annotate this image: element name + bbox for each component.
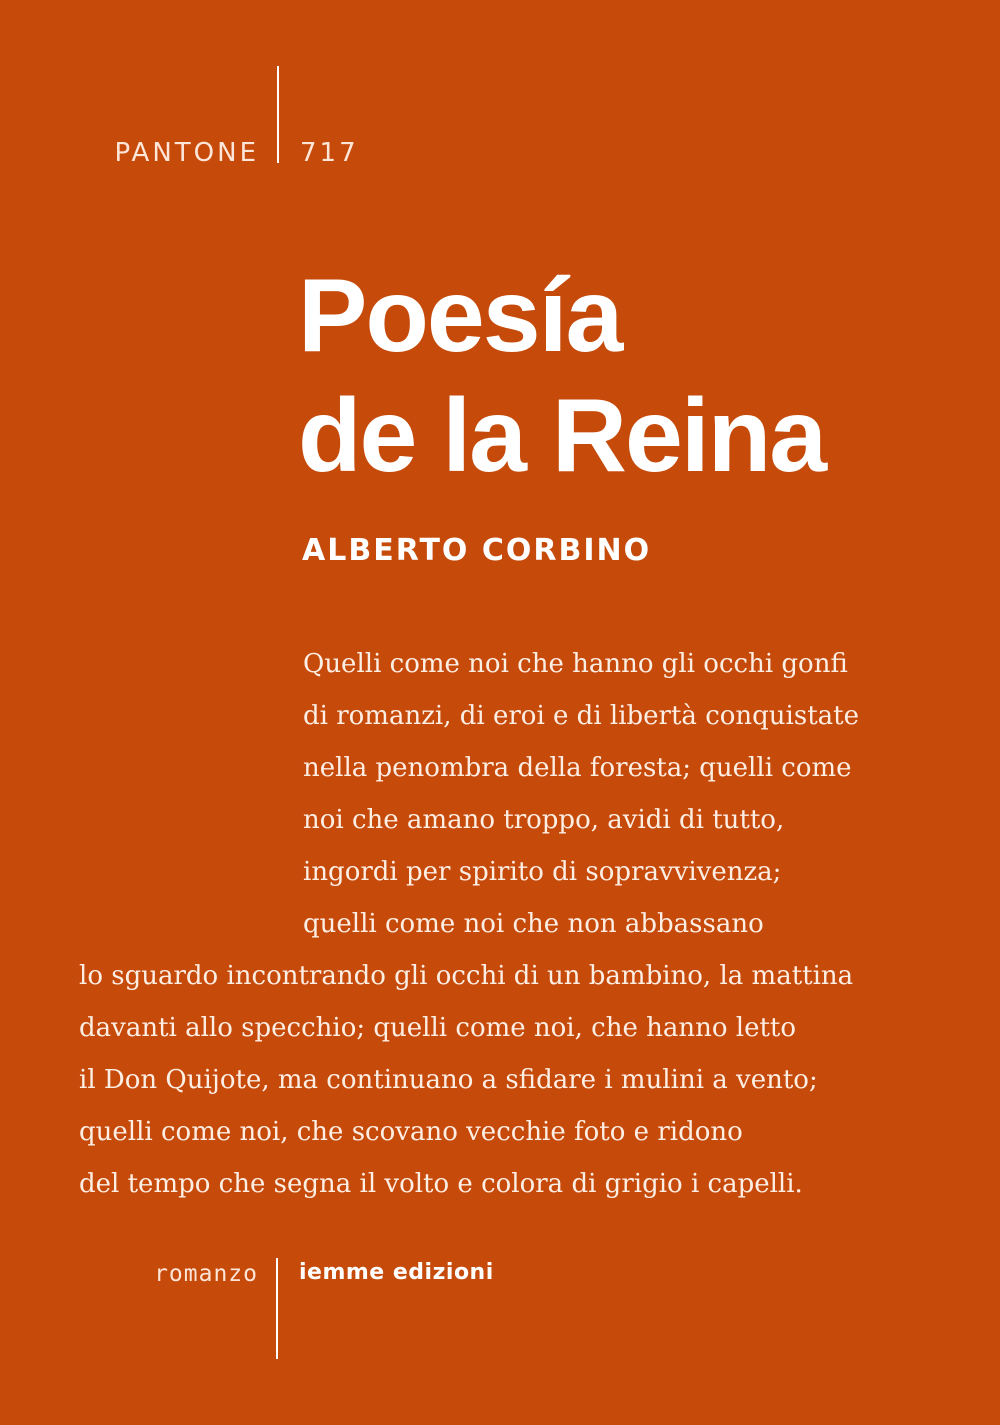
series-number: 717: [300, 138, 359, 168]
book-title-line-2: de la Reina: [298, 378, 826, 494]
blurb-line: il Don Quijote, ma continuano a sfidare i mulini a vento;: [79, 1065, 818, 1095]
blurb-line: di romanzi, di eroi e di libertà conquistate: [303, 701, 859, 731]
blurb-line: davanti allo specchio; quelli come noi, che hanno letto: [79, 1013, 797, 1043]
book-title-line-1: Poesía: [298, 258, 622, 374]
publisher-name: iemme edizioni: [299, 1260, 494, 1285]
blurb-line: quelli come noi, che scovano vecchie foto e ridono: [79, 1117, 743, 1147]
book-title: [298, 256, 825, 496]
genre-label: romanzo: [154, 1261, 258, 1287]
blurb-line: nella penombra della foresta; quelli come: [303, 753, 852, 783]
blurb-text: [79, 638, 919, 1210]
blurb-line: ingordi per spirito di sopravvivenza;: [303, 857, 782, 887]
blurb-line: del tempo che segna il volto e colora di grigio i capelli.: [79, 1169, 803, 1199]
author-name: ALBERTO CORBINO: [302, 533, 652, 568]
series-divider: [277, 66, 279, 163]
blurb-line: Quelli come noi che hanno gli occhi gonfi: [303, 649, 848, 679]
blurb-line: lo sguardo incontrando gli occhi di un bambino, la mattina: [79, 961, 854, 991]
footer-divider: [276, 1258, 278, 1359]
blurb-line: quelli come noi che non abbassano: [303, 909, 764, 939]
blurb-line: noi che amano troppo, avidi di tutto,: [303, 805, 785, 835]
series-label: PANTONE: [114, 138, 259, 168]
